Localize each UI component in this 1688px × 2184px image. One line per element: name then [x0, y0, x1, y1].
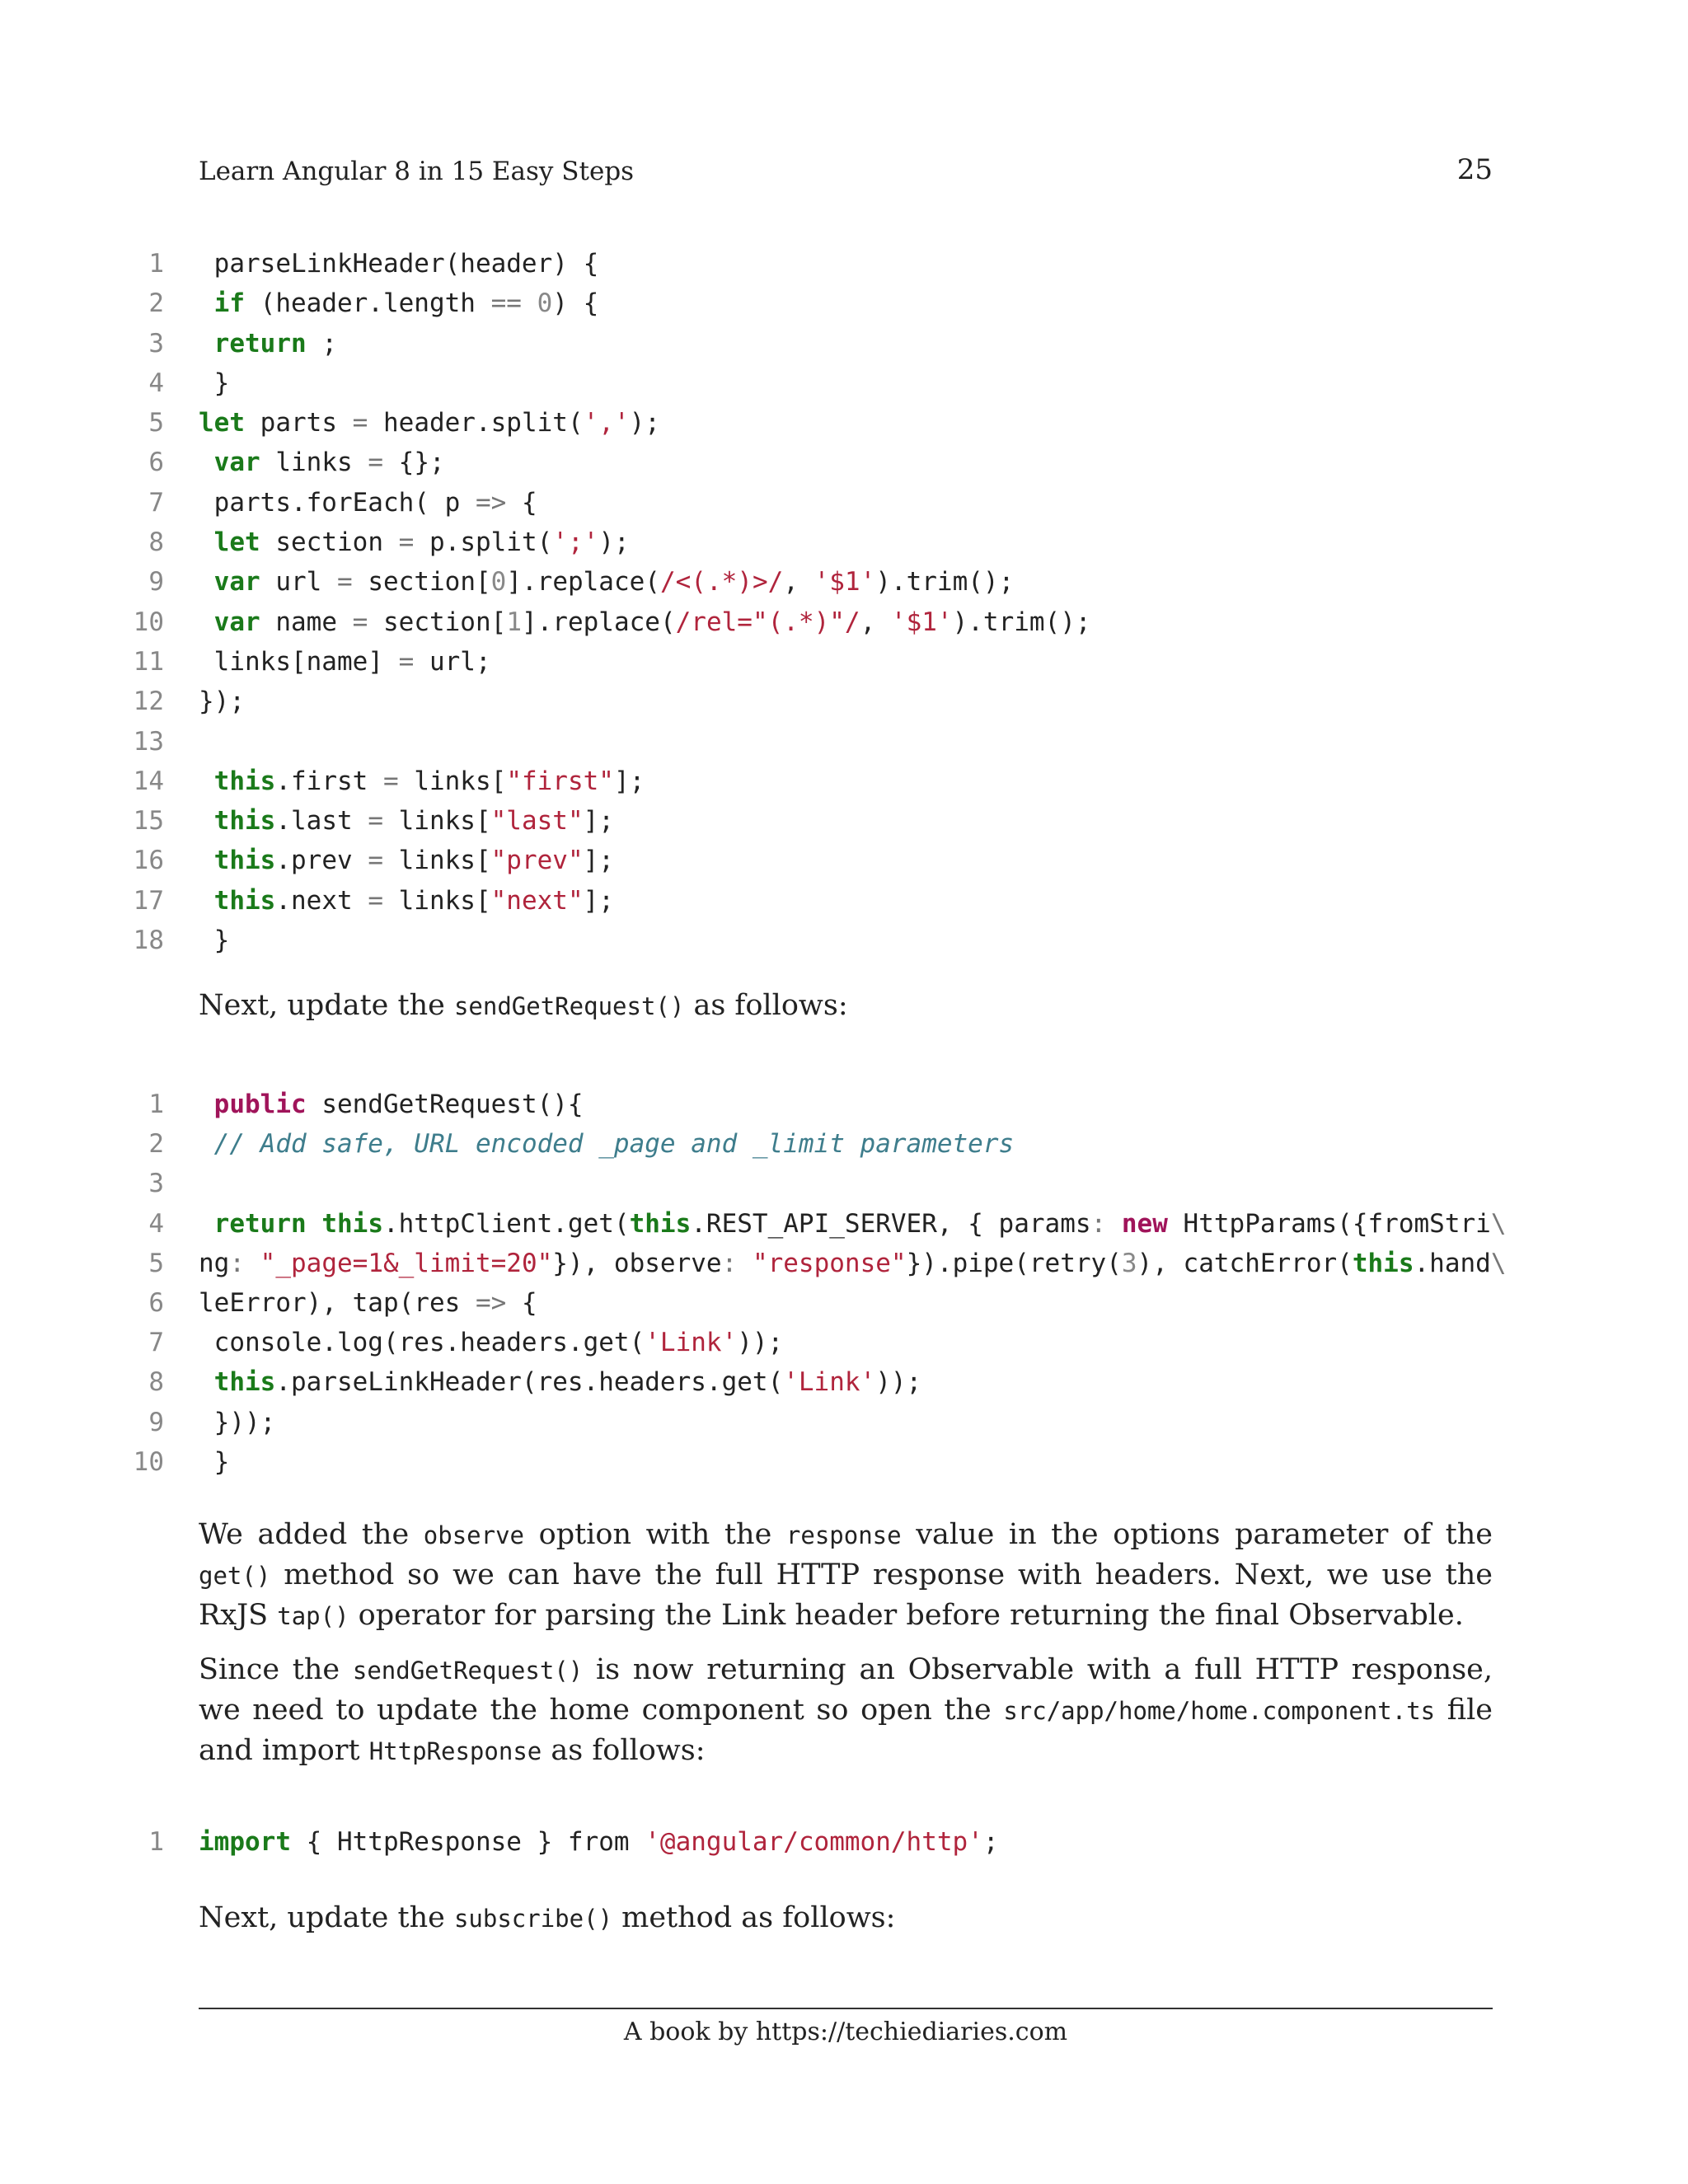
- code-line: [0, 1822, 1688, 1862]
- paragraph-update-home-component: Since the sendGetRequest() is now returning an Observable with a full HTTP response, we need to update the home component so open the src/app/home/home.component.ts file and import HttpResponse as follows:: [199, 1653, 1493, 1767]
- inline-code: subscribe(): [453, 1905, 613, 1933]
- paragraph-update-send-get-request: Next, update the sendGetRequest() as follows:: [199, 989, 848, 1022]
- running-header: [199, 153, 1493, 193]
- code-text: ng: "_page=1&_limit=20"}), observe: "response"}).pipe(retry(3), catchError(this.hand\: [199, 1248, 1507, 1278]
- footer-text: A book by https://techiediaries.com: [623, 2018, 1068, 2046]
- code-line: [0, 1204, 1688, 1244]
- code-text: console.log(res.headers.get('Link'));: [199, 1328, 784, 1358]
- code-line: [0, 324, 1688, 363]
- inline-code: src/app/home/home.component.ts: [1003, 1697, 1436, 1725]
- code-line: [0, 1403, 1688, 1442]
- code-line: [0, 602, 1688, 642]
- code-text: }: [199, 368, 230, 398]
- code-text: return ;: [213, 328, 337, 359]
- line-number: 10: [133, 1446, 164, 1477]
- code-text: }));: [199, 1407, 276, 1437]
- line-number: 1: [148, 1827, 164, 1857]
- footer-divider: [199, 2008, 1493, 2009]
- line-number: 3: [148, 328, 164, 359]
- code-text: }: [199, 1446, 230, 1477]
- code-line: [0, 443, 1688, 482]
- code-line: [0, 1164, 1688, 1203]
- code-text: let parts = header.split(',');: [199, 408, 660, 438]
- line-number: 11: [133, 646, 164, 677]
- inline-code: sendGetRequest(): [453, 992, 685, 1020]
- code-text: var url = section[0].replace(/<(.*)>/, '$1').trim();: [213, 567, 1015, 598]
- line-number: 9: [148, 567, 164, 598]
- inline-code: response: [785, 1521, 902, 1549]
- code-line: [0, 1442, 1688, 1482]
- line-number: 6: [148, 1287, 164, 1318]
- code-line: [0, 1244, 1688, 1283]
- line-number: 5: [148, 1248, 164, 1278]
- page-number: 25: [1456, 153, 1493, 186]
- line-number: 14: [133, 766, 164, 796]
- code-line: [0, 921, 1688, 960]
- line-number: 5: [148, 408, 164, 438]
- code-line: [0, 403, 1688, 443]
- code-text: });: [199, 687, 245, 717]
- line-number: 2: [148, 288, 164, 319]
- code-line: [0, 722, 1688, 762]
- line-number: 17: [133, 885, 164, 916]
- inline-code: observe: [423, 1521, 525, 1549]
- line-number: 10: [133, 607, 164, 637]
- code-text: links[name] = url;: [199, 646, 491, 677]
- code-text: if (header.length == 0) {: [213, 288, 599, 319]
- line-number: 4: [148, 368, 164, 398]
- code-text: this.last = links["last"];: [213, 806, 614, 837]
- code-text: this.first = links["first"];: [213, 766, 645, 796]
- code-text: leError), tap(res => {: [199, 1287, 537, 1318]
- code-line: [0, 762, 1688, 801]
- inline-code: HttpResponse: [368, 1737, 542, 1765]
- code-line: [0, 1283, 1688, 1323]
- line-number: 16: [133, 846, 164, 876]
- line-number: 3: [148, 1169, 164, 1199]
- line-number: 13: [133, 726, 164, 757]
- paragraph-observe-option: We added the observe option with the response value in the options parameter of the get() method so we can have the full HTTP response with headers. Next, we use the RxJS tap() operator for parsing the Link header before returning the final Observable.: [199, 1518, 1493, 1632]
- code-text: // Add safe, URL encoded _page and _limit parameters: [213, 1129, 1015, 1160]
- code-listing-parse-link-header: [0, 244, 1688, 960]
- book-title: Learn Angular 8 in 15 Easy Steps: [199, 157, 635, 186]
- code-text: var name = section[1].replace(/rel="(.*)"/, '$1').trim();: [213, 607, 1091, 637]
- code-line: [0, 483, 1688, 523]
- code-line: [0, 244, 1688, 284]
- code-text: this.prev = links["prev"];: [213, 846, 614, 876]
- code-text: this.next = links["next"];: [213, 885, 614, 916]
- line-number: 18: [133, 926, 164, 956]
- code-text: let section = p.split(';');: [213, 527, 630, 558]
- inline-code: get(): [199, 1562, 271, 1590]
- line-number: 2: [148, 1129, 164, 1160]
- code-line: [0, 284, 1688, 323]
- line-number: 7: [148, 487, 164, 518]
- line-number: 6: [148, 448, 164, 478]
- code-text: parts.forEach( p => {: [199, 487, 537, 518]
- code-line: [0, 841, 1688, 880]
- code-text: }: [199, 926, 230, 956]
- line-number: 8: [148, 1367, 164, 1398]
- code-text: public sendGetRequest(){: [213, 1090, 584, 1119]
- code-listing-send-get-request: [0, 1085, 1688, 1482]
- code-line: [0, 682, 1688, 721]
- line-number: 9: [148, 1407, 164, 1437]
- code-text: this.parseLinkHeader(res.headers.get('Link'));: [213, 1367, 922, 1398]
- code-text: return this.httpClient.get(this.REST_API_SERVER, { params: new HttpParams({fromStri\: [213, 1208, 1507, 1239]
- line-number: 12: [133, 687, 164, 717]
- code-line: [0, 363, 1688, 403]
- line-number: 15: [133, 806, 164, 837]
- line-number: 8: [148, 527, 164, 558]
- code-line: [0, 801, 1688, 841]
- inline-code: sendGetRequest(): [352, 1657, 584, 1685]
- paragraph-update-subscribe: Next, update the subscribe() method as follows:: [199, 1901, 896, 1934]
- line-number: 7: [148, 1328, 164, 1358]
- code-line: [0, 523, 1688, 562]
- line-number: 4: [148, 1208, 164, 1239]
- line-number: 1: [148, 1090, 164, 1119]
- code-line: [0, 1124, 1688, 1164]
- code-text: var links = {};: [213, 448, 445, 478]
- code-line: [0, 642, 1688, 682]
- code-line: [0, 1085, 1688, 1124]
- code-line: [0, 562, 1688, 602]
- line-number: 1: [148, 249, 164, 279]
- code-line: [0, 881, 1688, 921]
- code-line: [0, 1323, 1688, 1362]
- code-text: import { HttpResponse } from '@angular/common/http';: [199, 1827, 999, 1857]
- inline-code: tap(): [277, 1602, 349, 1630]
- code-listing-import-http-response: [0, 1822, 1688, 1862]
- code-text: parseLinkHeader(header) {: [199, 249, 599, 279]
- code-line: [0, 1362, 1688, 1402]
